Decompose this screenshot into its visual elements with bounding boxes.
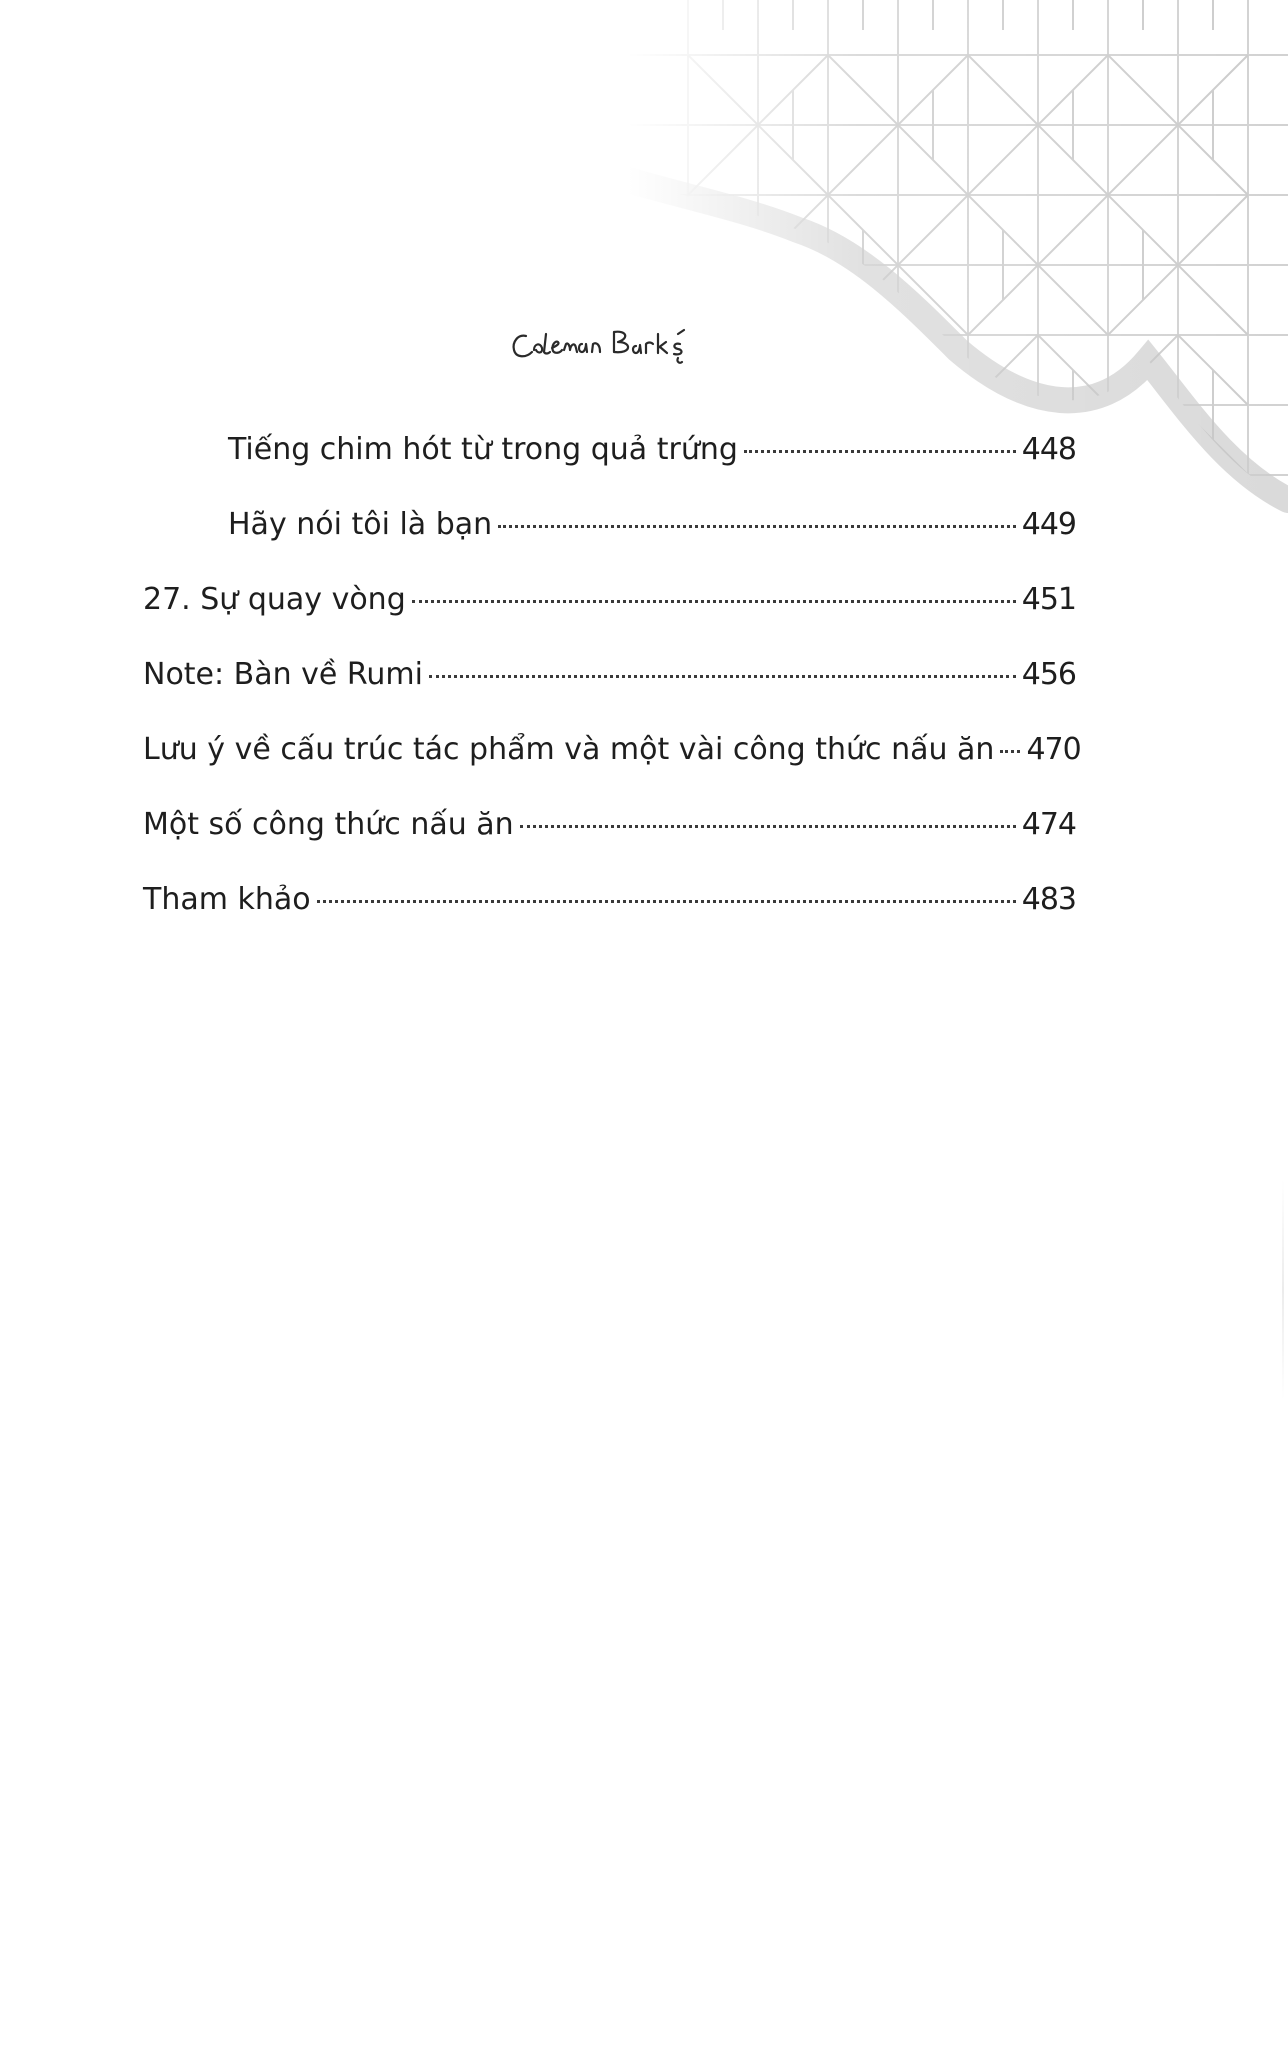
toc-leader-dots xyxy=(520,825,1016,828)
toc-entry-page-number: 449 xyxy=(1021,507,1076,542)
toc-entry[interactable] xyxy=(143,430,1076,505)
toc-entry-title: 27. Sự quay vòng xyxy=(143,582,406,617)
scan-edge-mark xyxy=(1282,1180,1284,1400)
toc-entry-title: Một số công thức nấu ăn xyxy=(143,807,514,842)
toc-entry-page-number: 451 xyxy=(1021,582,1076,617)
toc-entry-page-number: 456 xyxy=(1021,657,1076,692)
toc-entry[interactable] xyxy=(143,580,1076,655)
toc-leader-dots xyxy=(412,600,1016,603)
toc-leader-dots xyxy=(1000,750,1020,753)
toc-entry-title: Tham khảo xyxy=(143,882,311,917)
author-signature xyxy=(508,320,728,368)
toc-leader-dots xyxy=(498,525,1016,528)
toc-entry[interactable] xyxy=(143,730,1081,805)
toc-entry-page-number: 470 xyxy=(1026,732,1081,767)
toc-entry-title: Hãy nói tôi là bạn xyxy=(228,507,493,542)
toc-entry-page-number: 474 xyxy=(1021,807,1076,842)
toc-leader-dots xyxy=(429,675,1016,678)
toc-entry[interactable] xyxy=(143,805,1076,880)
toc-entry[interactable] xyxy=(143,880,1076,955)
toc-entry-title: Tiếng chim hót từ trong quả trứng xyxy=(228,432,738,467)
toc-entry-page-number: 483 xyxy=(1021,882,1076,917)
toc-entry-title: Lưu ý về cấu trúc tác phẩm và một vài công thức nấu ăn xyxy=(143,732,995,767)
toc-entry-title: Note: Bàn về Rumi xyxy=(143,657,423,692)
toc-entry[interactable] xyxy=(143,655,1076,730)
toc-entry[interactable] xyxy=(143,505,1076,580)
toc-leader-dots xyxy=(317,900,1016,903)
toc-leader-dots xyxy=(744,450,1016,453)
toc-entry-page-number: 448 xyxy=(1021,432,1076,467)
table-of-contents xyxy=(143,430,1081,955)
